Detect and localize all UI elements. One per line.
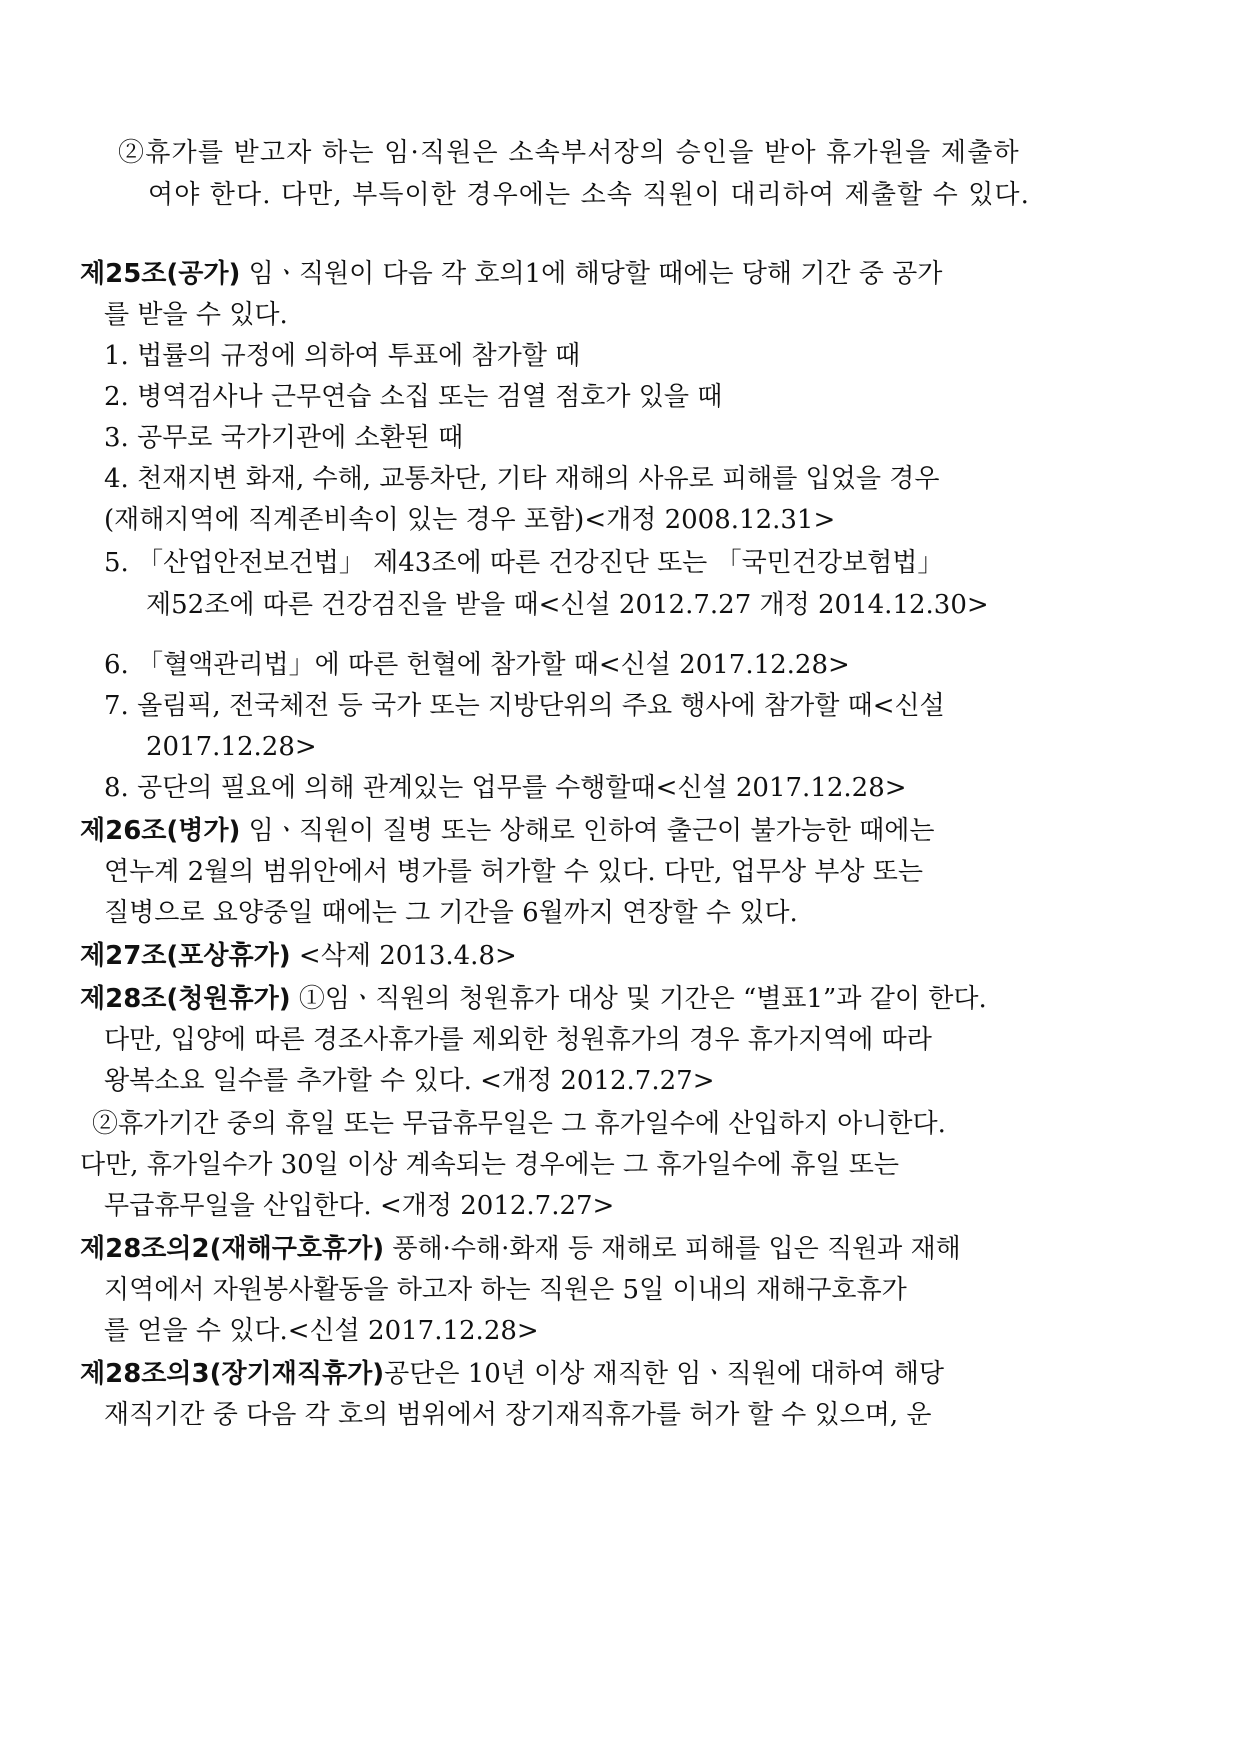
- article-25-intro-text: 임ㆍ직원이 다음 각 호의1에 해당할 때에는 당해 기간 중 공가: [240, 259, 943, 289]
- article-25-intro-line-1: [80, 257, 1030, 291]
- article-25-item-5: 5. 「산업안전보건법」 제43조에 따른 건강진단 또는 「국민건강보험법」: [104, 548, 944, 578]
- article-28-2-line-1: [80, 1232, 1030, 1266]
- article-26-heading: 제26조(병가): [80, 816, 241, 846]
- article-26-line-2: 연누계 2월의 범위안에서 병가를 허가할 수 있다. 다만, 업무상 부상 또는: [104, 857, 923, 887]
- article-24-clause-2-line-2: 여야 한다. 다만, 부득이한 경우에는 소속 직원이 대리하여 제출할 수 있다.: [148, 180, 1031, 210]
- article-28-line-1: [80, 982, 1030, 1016]
- article-28-clause-2-line-1: ②휴가기간 중의 휴일 또는 무급휴무일은 그 휴가일수에 산입하지 아니한다.: [92, 1109, 946, 1139]
- article-26-line-3: 질병으로 요양중일 때에는 그 기간을 6월까지 연장할 수 있다.: [104, 898, 798, 928]
- article-27-line: [80, 939, 517, 973]
- article-25-item-7: 7. 올림픽, 전국체전 등 국가 또는 지방단위의 주요 행사에 참가할 때<신설: [104, 691, 945, 721]
- article-25-item-4: 4. 천재지변 화재, 수해, 교통차단, 기타 재해의 사유로 피해를 입었을 경우: [104, 464, 940, 494]
- article-28-text: ①임ㆍ직원의 청원휴가 대상 및 기간은 “별표1”과 같이 한다.: [290, 984, 987, 1014]
- article-28-2-text: 풍해·수해·화재 등 재해로 피해를 입은 직원과 재해: [384, 1234, 961, 1264]
- article-28-3-heading: 제28조의3(장기재직휴가): [80, 1359, 385, 1389]
- article-28-2-heading: 제28조의2(재해구호휴가): [80, 1234, 385, 1264]
- article-25-item-8: 8. 공단의 필요에 의해 관계있는 업무를 수행할때<신설 2017.12.28>: [104, 773, 907, 803]
- article-25-heading: 제25조(공가): [80, 259, 241, 289]
- article-25-item-7-continued: 2017.12.28>: [146, 732, 317, 762]
- article-28-3-line-1: [80, 1357, 1030, 1391]
- article-26-text: 임ㆍ직원이 질병 또는 상해로 인하여 출근이 불가능한 때에는: [240, 816, 935, 846]
- article-28-2-line-2: 지역에서 자원봉사활동을 하고자 하는 직원은 5일 이내의 재해구호휴가: [104, 1275, 907, 1305]
- article-25-item-3: 3. 공무로 국가기관에 소환된 때: [104, 423, 464, 453]
- article-27-heading: 제27조(포상휴가): [80, 941, 291, 971]
- article-24-clause-2-line-1: ②휴가를 받고자 하는 임·직원은 소속부서장의 승인을 받아 휴가원을 제출하: [118, 138, 1020, 168]
- article-28-3-text: 공단은 10년 이상 재직한 임ㆍ직원에 대하여 해당: [384, 1359, 944, 1389]
- article-28-clause-2-line-2: 다만, 휴가일수가 30일 이상 계속되는 경우에는 그 휴가일수에 휴일 또는: [80, 1150, 899, 1180]
- article-28-clause-2-line-3: 무급휴무일을 산입한다. <개정 2012.7.27>: [104, 1191, 615, 1221]
- article-28-3-line-2: 재직기간 중 다음 각 호의 범위에서 장기재직휴가를 허가 할 수 있으며, 운: [104, 1400, 932, 1430]
- article-28-line-3: 왕복소요 일수를 추가할 수 있다. <개정 2012.7.27>: [104, 1066, 715, 1096]
- article-25-item-4-continued: (재해지역에 직계존비속이 있는 경우 포함)<개정 2008.12.31>: [104, 505, 836, 535]
- article-25-intro-line-2: 를 받을 수 있다.: [104, 300, 288, 330]
- article-28-heading: 제28조(청원휴가): [80, 984, 291, 1014]
- article-25-item-1: 1. 법률의 규정에 의하여 투표에 참가할 때: [104, 341, 581, 371]
- article-26-line-1: [80, 814, 1030, 848]
- article-25-item-6: 6. 「혈액관리법」에 따른 헌혈에 참가할 때<신설 2017.12.28>: [104, 650, 850, 680]
- article-28-line-2: 다만, 입양에 따른 경조사휴가를 제외한 청원휴가의 경우 휴가지역에 따라: [104, 1025, 932, 1055]
- article-28-2-line-3: 를 얻을 수 있다.<신설 2017.12.28>: [104, 1316, 539, 1346]
- article-27-text: <삭제 2013.4.8>: [290, 941, 517, 971]
- article-25-item-5-continued: 제52조에 따른 건강검진을 받을 때<신설 2012.7.27 개정 2014.12.30>: [146, 590, 989, 620]
- article-25-item-2: 2. 병역검사나 근무연습 소집 또는 검열 점호가 있을 때: [104, 382, 723, 412]
